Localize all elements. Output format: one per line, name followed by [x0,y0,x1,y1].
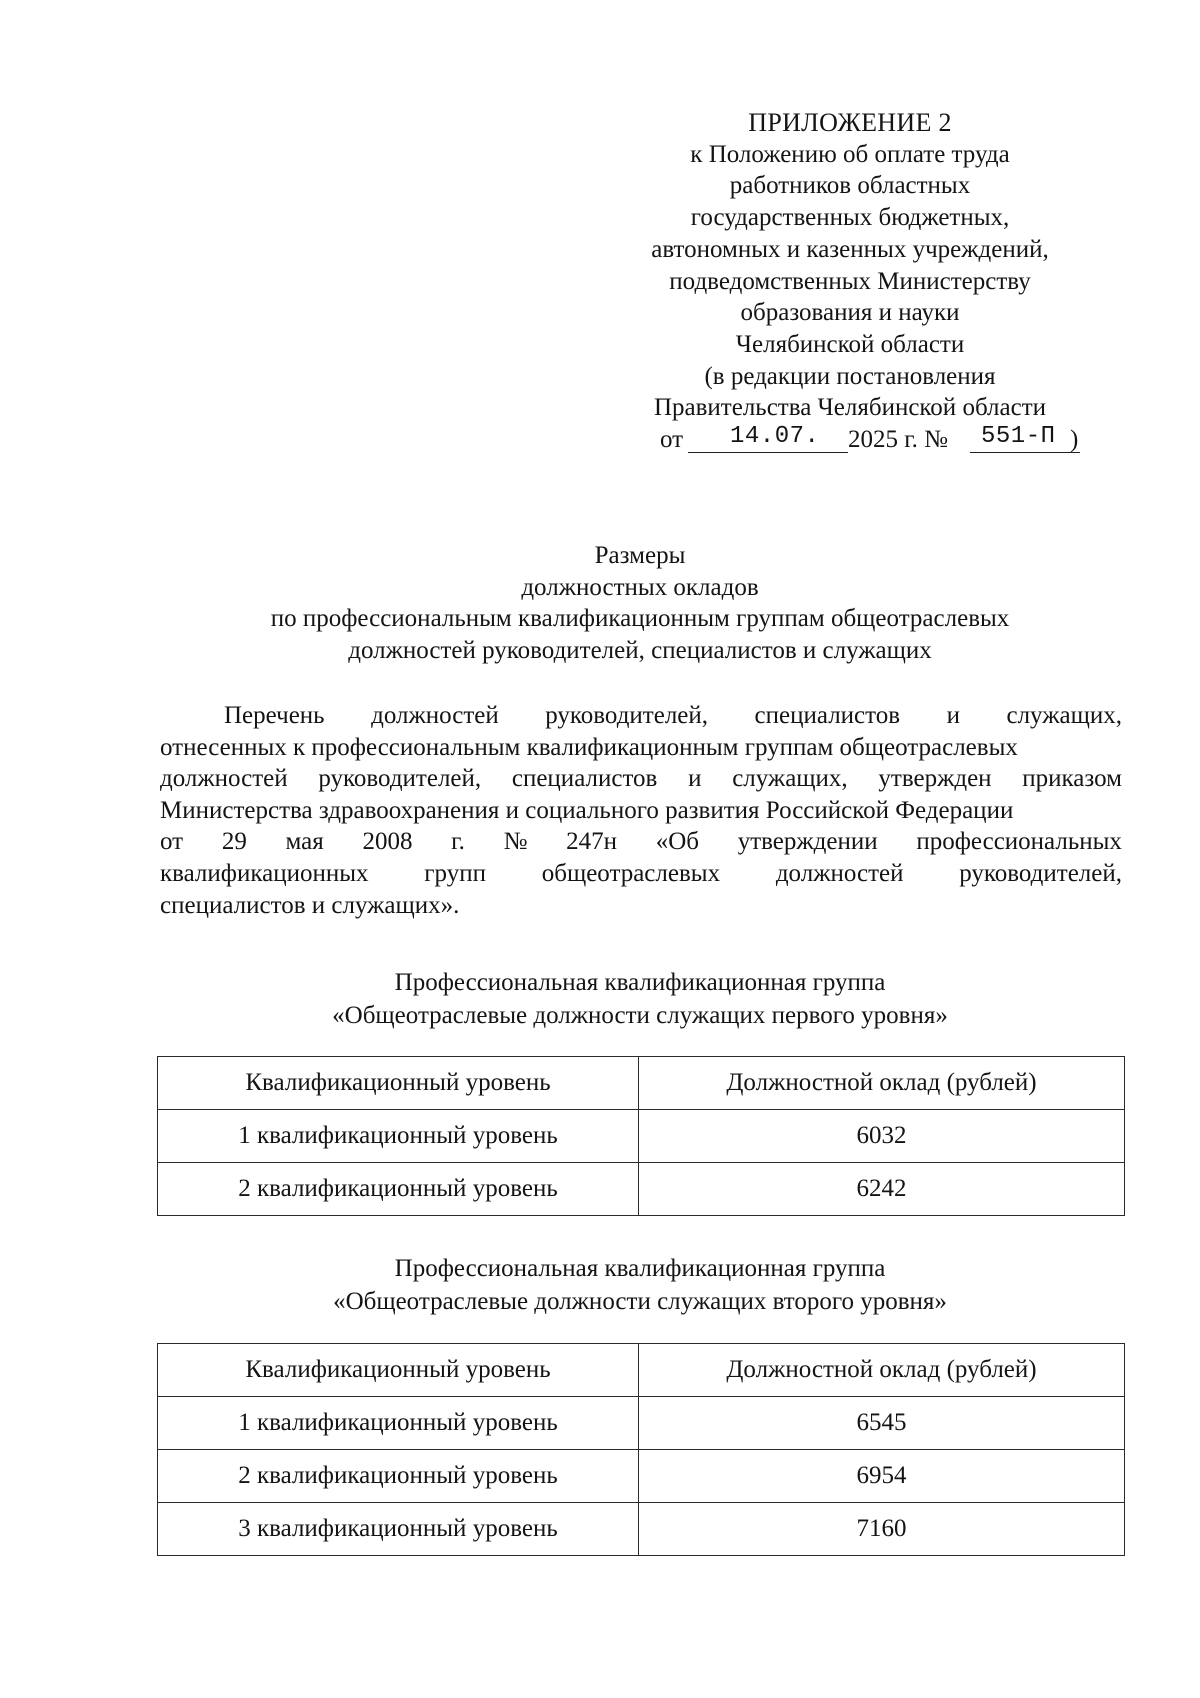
level-cell: 2 квалификационный уровень [158,1450,639,1503]
resolution-date-line [630,423,1079,457]
level-cell: 2 квалификационный уровень [158,1163,639,1216]
table-row [158,1163,1125,1216]
appendix-title: ПРИЛОЖЕНИЕ 2 [748,108,952,137]
word: должностей [371,702,499,729]
word: профессиональных [916,828,1122,856]
resolution-number: 551-П [981,423,1056,451]
group-title-first-level [160,966,1120,1032]
word: утверждении [737,828,878,856]
table-row [158,1397,1125,1450]
word: г. [451,828,465,856]
salary-cell: 7160 [639,1503,1125,1556]
paragraph-line [160,763,1122,795]
appendix-line: автономных и казенных учреждений, [651,235,1049,263]
word: руководителей, [318,765,482,793]
appendix-line: Правительства Челябинской области [653,394,1047,422]
word: Перечень [224,702,325,729]
appendix-line: образования и науки [740,299,960,327]
closing-paren: ) [1070,426,1079,454]
group-title-line: Профессиональная квалификационная группа [394,1255,886,1282]
word: руководителей, [959,859,1122,887]
paragraph-line: специалистов и служащих». [160,891,460,919]
salary-table-first-level [157,1056,1125,1216]
appendix-line: (в редакции постановления [704,362,996,390]
document-heading [160,540,1120,666]
appendix-line: к Положению об оплате труда [690,140,1010,168]
word: мая [285,828,324,856]
word: и [946,702,960,729]
table-row [158,1503,1125,1556]
word: специалистов [511,765,658,793]
paragraph-line [160,858,1122,890]
word: № [503,828,528,856]
level-cell: 1 квалификационный уровень [158,1110,639,1163]
heading-line: Размеры [594,542,686,569]
word: утвержден [878,765,992,793]
word: от [160,828,184,856]
word: 247н [566,828,618,856]
word: служащих, [732,765,848,793]
group-title-line: «Общеотраслевые должности служащих второго уровня» [333,1288,947,1315]
salary-cell: 6032 [639,1110,1125,1163]
word: 2008 [362,828,413,856]
level-cell: 3 квалификационный уровень [158,1503,639,1556]
appendix-line: государственных бюджетных, [690,204,1010,232]
table-row [158,1110,1125,1163]
salary-cell: 6954 [639,1450,1125,1503]
word: приказом [1022,765,1122,793]
salary-cell: 6242 [639,1163,1125,1216]
group-title-line: «Общеотраслевые должности служащих первого уровня» [332,1002,948,1029]
word: 29 [221,828,247,856]
word: общеотраслевых [541,859,721,887]
table-header-row [158,1057,1125,1110]
word: служащих, [1006,702,1122,729]
word: должностей [775,859,904,887]
word: групп [424,859,486,887]
resolution-date: 14.07. [730,423,820,451]
group-title-line: Профессиональная квалификационная группа [394,969,886,996]
paragraph-line: Министерства здравоохранения и социального развития Российской Федерации [160,796,1014,824]
body-paragraph [160,700,1122,921]
paragraph-line [160,826,1122,858]
salary-table-second-level [157,1343,1125,1556]
table-row [158,1450,1125,1503]
paragraph-line: отнесенных к профессиональным квалификационным группам общеотраслевых [160,733,1018,761]
date-prefix: от [660,426,684,454]
appendix-line: Челябинской области [735,330,965,358]
word: руководителей, [545,702,709,729]
word: должностей [160,765,288,793]
group-title-second-level [160,1252,1120,1318]
column-header-level: Квалификационный уровень [158,1344,639,1397]
word: специалистов [754,702,901,729]
salary-cell: 6545 [639,1397,1125,1450]
appendix-line: работников областных [729,172,971,200]
appendix-line: подведомственных Министерству [669,267,1031,295]
appendix-block [630,107,1079,457]
level-cell: 1 квалификационный уровень [158,1397,639,1450]
word: и [688,765,702,793]
year-text: 2025 г. № [848,426,949,454]
table-header-row [158,1344,1125,1397]
column-header-level: Квалификационный уровень [158,1057,639,1110]
column-header-salary: Должностной оклад (рублей) [639,1344,1125,1397]
heading-line: должностных окладов [521,573,759,601]
heading-line: должностей руководителей, специалистов и служащих [348,636,932,664]
column-header-salary: Должностной оклад (рублей) [639,1057,1125,1110]
paragraph-line [160,700,1122,732]
heading-line: по профессиональным квалификационным группам общеотраслевых [270,605,1010,632]
word: квалификационных [160,859,369,887]
word: «Об [655,828,699,856]
